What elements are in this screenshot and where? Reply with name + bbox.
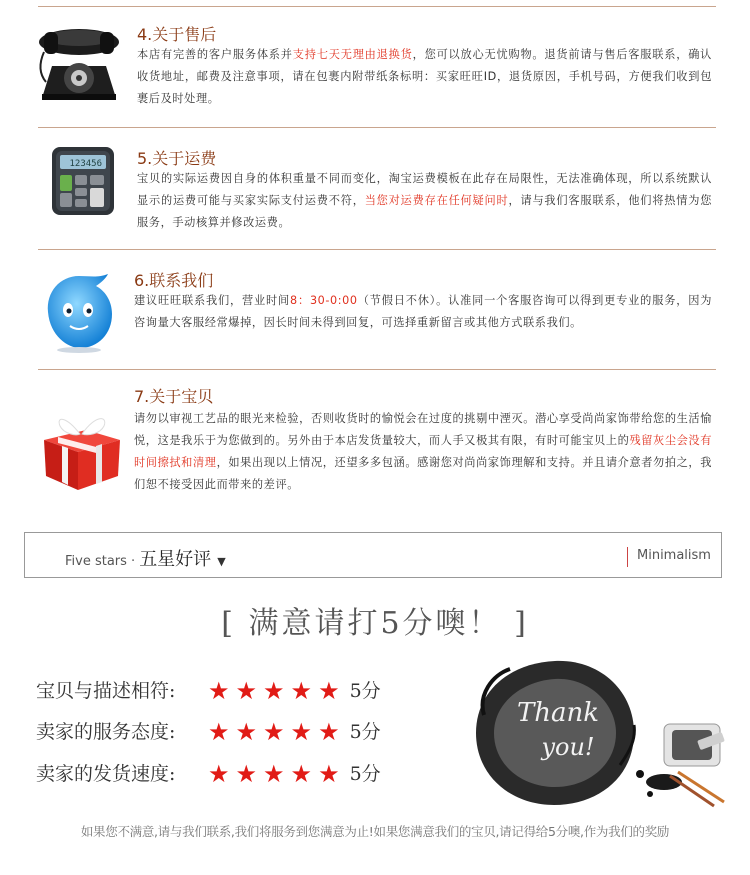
section-title: 6.联系我们 bbox=[134, 271, 214, 290]
calculator-icon bbox=[50, 145, 116, 217]
five-stars-cn: 五星好评 bbox=[139, 549, 212, 570]
rating-score: 5分 bbox=[349, 680, 381, 702]
section-divider bbox=[38, 127, 716, 128]
section-divider bbox=[38, 249, 716, 250]
gift-box-icon bbox=[36, 406, 126, 492]
wangwang-icon bbox=[40, 270, 118, 354]
rating-label: 宝贝与描述相符: bbox=[36, 680, 176, 702]
you-text: you! bbox=[541, 733, 595, 761]
body-text: 宝贝的实际运费因自身的体积重量不同而变化，淘宝运费模板在此存在局限性，无法准确体现，所以系统默认显示的运费可能与买家实际支付运费不符， bbox=[137, 172, 712, 207]
body-text: 建议旺旺联系我们，营业时间 bbox=[134, 294, 291, 307]
svg-text:123456: 123456 bbox=[69, 159, 102, 169]
top-divider bbox=[38, 6, 716, 7]
section-body bbox=[134, 408, 712, 496]
star-rating: ★★★★★ bbox=[208, 677, 346, 705]
section-body bbox=[137, 44, 712, 110]
highlight-text: 支持七天无理由退换货 bbox=[292, 48, 413, 61]
five-stars-bar bbox=[24, 532, 722, 578]
body-text: （节假日不休）。认准同一个客服咨询可以得到更专业的服务，因为咨询量大客服经常爆掉，因长时间未得到回复，可选择重新留言或其他方式联系我们。 bbox=[134, 294, 712, 329]
body-text: 本店有完善的客户服务体系并 bbox=[137, 48, 293, 61]
five-stars-heading bbox=[65, 545, 226, 571]
rating-label: 卖家的发货速度: bbox=[36, 763, 176, 785]
rating-score: 5分 bbox=[349, 763, 381, 785]
body-text: ，您可以放心无忧购物。退货前请与售后客服联系，确认收货地址，邮费及注意事项，请在包裹内附带纸条标明：买家旺旺ID，退货原因，手机号码，方便我们收到包裹后及时处理。 bbox=[137, 48, 712, 105]
ink-stone-icon bbox=[628, 710, 738, 810]
rating-label: 卖家的服务态度: bbox=[36, 721, 176, 743]
five-stars-en: Five stars · bbox=[65, 554, 136, 569]
highlight-text: 8：30-0:00 bbox=[290, 294, 358, 307]
section-title: 4.关于售后 bbox=[137, 25, 217, 44]
minimalism-label: Minimalism bbox=[637, 548, 711, 563]
section-body bbox=[134, 290, 712, 334]
highlight-text: 当您对运费存在任何疑问时 bbox=[364, 194, 509, 207]
telephone-icon bbox=[34, 22, 124, 104]
highlight-text: 残留灰尘会没有时间擦拭和清理 bbox=[134, 434, 713, 469]
footer-message: 如果您不满意,请与我们联系,我们将服务到您满意为止!如果您满意我们的宝贝,请记得给5分噢,作为我们的奖励 bbox=[80, 824, 670, 839]
section-body bbox=[137, 168, 712, 234]
rating-prompt-title: [ 满意请打5分噢！ ] bbox=[221, 606, 529, 641]
triangle-down-icon: ▼ bbox=[217, 555, 226, 568]
thank-you-ink-circle bbox=[470, 655, 640, 810]
rating-row bbox=[36, 759, 381, 788]
bar-separator bbox=[627, 547, 628, 567]
rating-row bbox=[36, 717, 381, 746]
star-rating: ★★★★★ bbox=[208, 760, 346, 788]
body-text: ，请与我们客服联系，他们将热情为您服务，手动核算并修改运费。 bbox=[137, 194, 713, 229]
section-title: 5.关于运费 bbox=[137, 149, 217, 168]
star-rating: ★★★★★ bbox=[208, 718, 346, 746]
section-divider bbox=[38, 369, 716, 370]
section-title: 7.关于宝贝 bbox=[134, 387, 214, 406]
body-text: ，如果出现以上情况，还望多多包涵。感谢您对尚尚家饰理解和支持。并且请介意者勿拍之，我们恕不接受因此而带来的差评。 bbox=[134, 456, 713, 491]
rating-score: 5分 bbox=[349, 721, 381, 743]
body-text: 请勿以审视工艺品的眼光来检验，否则收货时的愉悦会在过度的挑剔中湮灭。潜心享受尚尚家饰带给您的生活愉悦，这是我乐于为您做到的。另外由于本店发货量较大，而人手又极其有限，有时可能宝贝上的 bbox=[134, 412, 712, 447]
rating-row bbox=[36, 676, 381, 705]
thank-text: Thank bbox=[516, 698, 600, 728]
